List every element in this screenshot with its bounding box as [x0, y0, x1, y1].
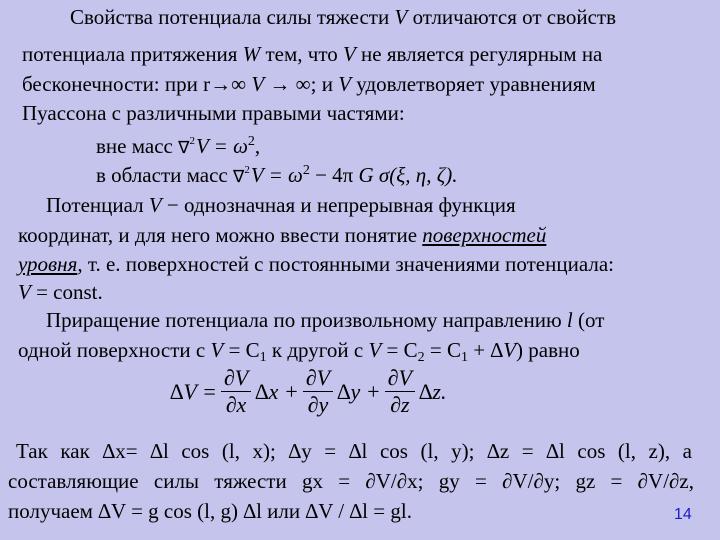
p2-line2: координат, и для него можно ввести понятие поверхностей — [18, 223, 547, 247]
p1-line3: бесконечности: при r→∞ V → ∞; и V удовлетворяет уравнениям — [22, 72, 596, 96]
p3-line1: Приращение потенциала по произвольному направлению l (от — [46, 308, 605, 332]
p1-line2: потенциала притяжения W тем, что V не является регулярным на — [22, 42, 603, 66]
fraction-dv-dy: $\frac{\partial V}{\partial y}$ — [303, 365, 333, 418]
p2-line3: уровня, т. е. поверхностей с постоянными значениями потенциала: — [18, 252, 614, 276]
p2-line4: V = const. — [18, 280, 103, 304]
equation-outside: вне масс $\nabla^2V = \omega^2$, — [96, 134, 261, 158]
p4-line3: получаем ∆V = g cos (l, g) ∆l или ∆V / ∆l = gl. — [8, 499, 412, 523]
page-number: 14 — [674, 506, 692, 523]
fraction-dv-dx: $\frac{\partial V}{\partial x}$ — [221, 365, 251, 418]
term-level: уровня — [18, 252, 78, 276]
p4-line1: Так как ∆x= ∆l cos (l, x); ∆y = ∆l cos (l, y); ∆z = ∆l cos (l, z), а — [16, 439, 692, 463]
p4-line2: составляющие силы тяжести gx = ∂V/∂x; gy = ∂V/∂y; gz = ∂V/∂z, — [8, 469, 694, 493]
nabla-icon: ∇ — [232, 167, 245, 187]
nabla-icon: ∇ — [178, 138, 190, 158]
p1-line4: Пуассона с различными правыми частями: — [22, 101, 405, 125]
equation-inside: в области масс $\nabla^2V = \omega^2 - 4\pi$ G σ(ξ, η, ζ). — [96, 163, 458, 187]
fraction-dv-dz: $\frac{\partial V}{\partial z}$ — [385, 365, 415, 418]
p2-line1: Потенциал V − однозначная и непрерывная функция — [46, 193, 516, 217]
term-surfaces: поверхностей — [422, 223, 547, 247]
p1-line1: Свойства потенциала силы тяжести V отличаются от свойств — [70, 5, 617, 29]
p3-line2: одной поверхности с $V = C_1$ к другой с $V = C_2 = C_1 + \Delta V$) равно — [18, 338, 580, 365]
potential-increment-formula: ∆V = $\frac{\partial V}{\partial x}$ ∆x + $\frac{\partial V}{\partial y}$ ∆y + $\frac{\partial V}{\partial z}$ ∆z. — [170, 365, 447, 417]
